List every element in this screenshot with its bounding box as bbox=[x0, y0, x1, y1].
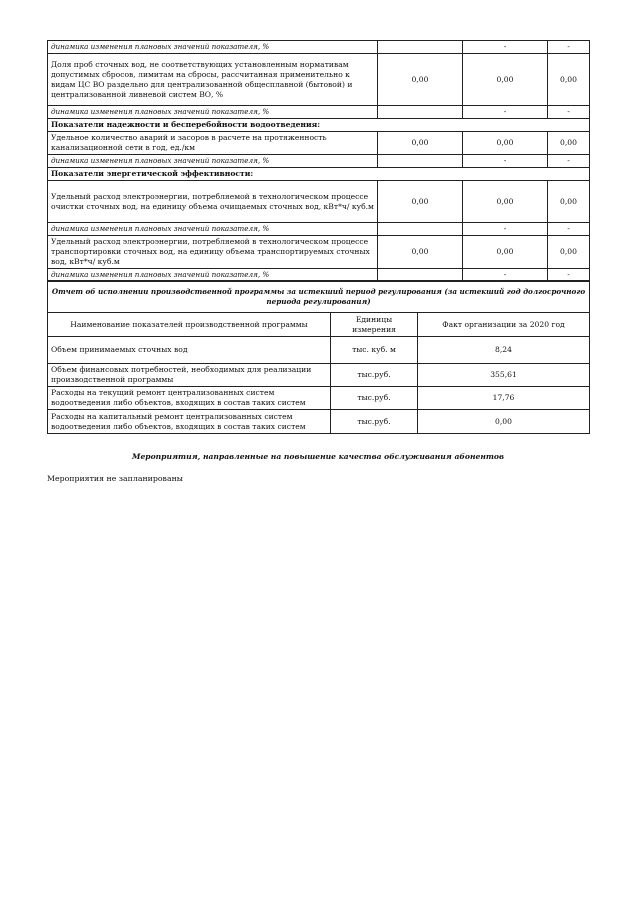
report-row bbox=[48, 410, 590, 434]
indicator-row bbox=[48, 236, 590, 269]
dynamics-label: динамика изменения плановых значений показателя, % bbox=[48, 223, 378, 236]
measures-title: Мероприятия, направленные на повышение качества обслуживания абонентов bbox=[132, 452, 504, 461]
indicator-value-v3: 0,00 bbox=[548, 132, 590, 155]
indicator-value-v3: - bbox=[548, 223, 590, 236]
indicator-value-v2: 0,00 bbox=[463, 54, 548, 106]
report-cell-unit: тыс. куб. м bbox=[331, 337, 418, 364]
indicator-value-v1 bbox=[378, 155, 463, 168]
indicator-value-v2: - bbox=[463, 106, 548, 119]
indicator-value-v1 bbox=[378, 223, 463, 236]
dynamics-label: динамика изменения плановых значений показателя, % bbox=[48, 41, 378, 54]
report-header-unit: Единицы измерения bbox=[331, 313, 418, 337]
report-cell-name: Объем финансовых потребностей, необходимых для реализации производственной программы bbox=[48, 364, 331, 387]
report-cell-name: Расходы на текущий ремонт централизованных систем водоотведения либо объектов, входящих в состав таких систем bbox=[48, 387, 331, 410]
indicator-value-v1: 0,00 bbox=[378, 236, 463, 269]
indicator-value-v1: 0,00 bbox=[378, 54, 463, 106]
report-header-fact: Факт организации за 2020 год bbox=[418, 313, 590, 337]
indicator-value-v3: 0,00 bbox=[548, 181, 590, 223]
report-title: Отчет об исполнении производственной программы за истекший период регулирования (за истекший год долгосрочного периода регулирования) bbox=[48, 281, 590, 313]
dynamics-label: динамика изменения плановых значений показателя, % bbox=[48, 269, 378, 282]
report-row bbox=[48, 387, 590, 410]
indicator-value-v1: 0,00 bbox=[378, 181, 463, 223]
report-cell-unit: тыс.руб. bbox=[331, 410, 418, 434]
report-cell-name: Объем принимаемых сточных вод bbox=[48, 337, 331, 364]
indicator-label: Удельное количество аварий и засоров в расчете на протяженность канализационной сети в год, ед./км bbox=[48, 132, 378, 155]
report-cell-fact: 17,76 bbox=[418, 387, 590, 410]
section-heading: Показатели надежности и бесперебойности водоотведения: bbox=[48, 119, 590, 132]
indicator-value-v2: - bbox=[463, 269, 548, 282]
indicator-value-v3: 0,00 bbox=[548, 54, 590, 106]
report-cell-name: Расходы на капитальный ремонт централизованных систем водоотведения либо объектов, входящих в состав таких систем bbox=[48, 410, 331, 434]
report-row bbox=[48, 337, 590, 364]
indicator-row bbox=[48, 41, 590, 54]
indicator-row bbox=[48, 132, 590, 155]
dynamics-label: динамика изменения плановых значений показателя, % bbox=[48, 155, 378, 168]
report-row bbox=[48, 364, 590, 387]
indicator-row bbox=[48, 155, 590, 168]
indicator-value-v1 bbox=[378, 106, 463, 119]
indicators-table bbox=[47, 40, 590, 282]
indicator-value-v3: - bbox=[548, 106, 590, 119]
report-header-name: Наименование показателей производственной программы bbox=[48, 313, 331, 337]
indicator-label: Удельный расход электроэнергии, потребляемой в технологическом процессе транспортировки сточных вод, на единицу объема транспортируемых сточных вод, кВт*ч/ куб.м bbox=[48, 236, 378, 269]
indicator-row bbox=[48, 181, 590, 223]
report-cell-unit: тыс.руб. bbox=[331, 364, 418, 387]
report-cell-fact: 355,61 bbox=[418, 364, 590, 387]
report-cell-unit: тыс.руб. bbox=[331, 387, 418, 410]
indicator-row bbox=[48, 119, 590, 132]
indicator-value-v1 bbox=[378, 41, 463, 54]
report-cell-fact: 0,00 bbox=[418, 410, 590, 434]
indicator-value-v3: 0,00 bbox=[548, 236, 590, 269]
indicator-value-v1: 0,00 bbox=[378, 132, 463, 155]
indicator-row bbox=[48, 106, 590, 119]
indicator-value-v2: - bbox=[463, 223, 548, 236]
measures-text: Мероприятия не запланированы bbox=[47, 474, 184, 483]
dynamics-label: динамика изменения плановых значений показателя, % bbox=[48, 106, 378, 119]
indicator-value-v2: - bbox=[463, 41, 548, 54]
indicator-label: Доля проб сточных вод, не соответствующих установленным нормативам допустимых сбросов, лимитам на сбросы, рассчитанная применительно к видам ЦС ВО раздельно для централизованной общесплавной (бытовой) и централизованной ливневой систем ВО, % bbox=[48, 54, 378, 106]
report-cell-fact: 8,24 bbox=[418, 337, 590, 364]
indicator-value-v2: 0,00 bbox=[463, 132, 548, 155]
indicator-row bbox=[48, 223, 590, 236]
report-table bbox=[47, 280, 590, 434]
indicator-label: Удельный расход электроэнергии, потребляемой в технологическом процессе очистки сточных вод, на единицу объема очищаемых сточных вод, кВт*ч/ куб.м bbox=[48, 181, 378, 223]
section-heading: Показатели энергетической эффективности: bbox=[48, 168, 590, 181]
indicator-row bbox=[48, 54, 590, 106]
indicator-value-v3: - bbox=[548, 155, 590, 168]
indicator-value-v3: - bbox=[548, 269, 590, 282]
indicator-value-v2: 0,00 bbox=[463, 181, 548, 223]
indicator-value-v2: - bbox=[463, 155, 548, 168]
indicator-row bbox=[48, 168, 590, 181]
indicator-value-v3: - bbox=[548, 41, 590, 54]
indicator-value-v2: 0,00 bbox=[463, 236, 548, 269]
